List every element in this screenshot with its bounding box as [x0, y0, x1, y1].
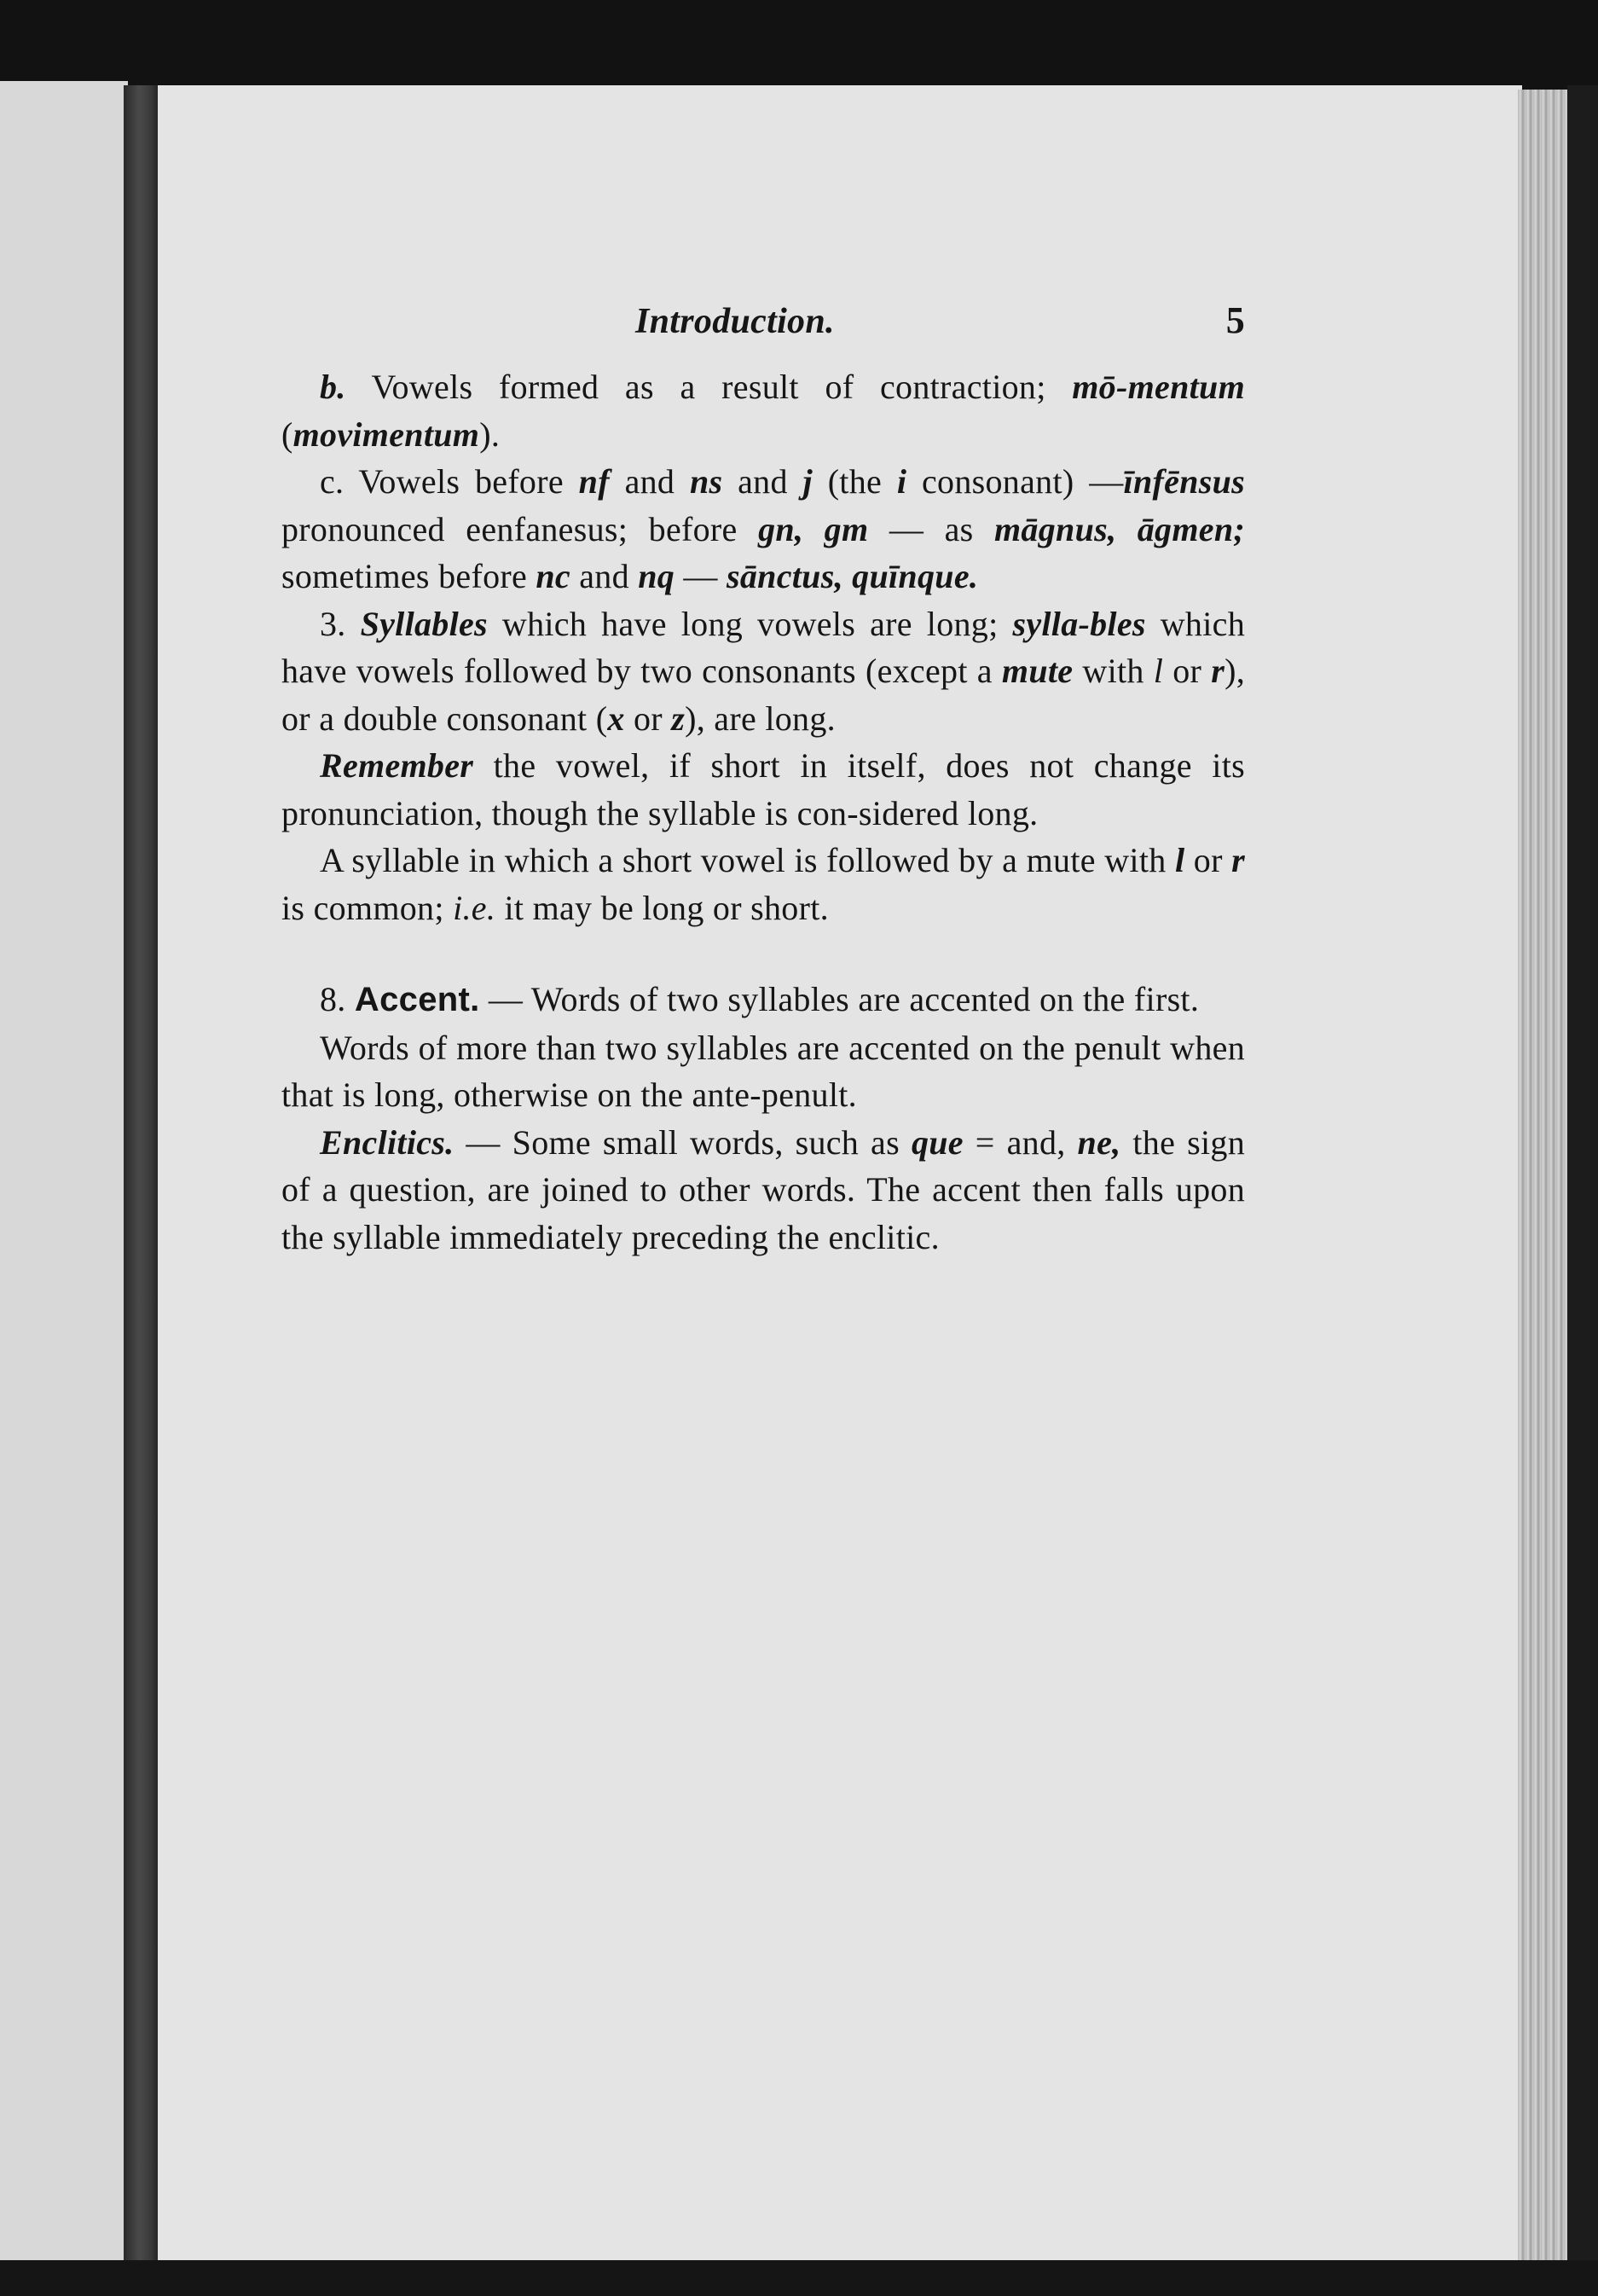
paragraph-accent: 8. Accent. — Words of two syllables are accented on the first.: [320, 980, 1200, 1018]
page-number: 5: [1225, 299, 1245, 341]
page-header: [281, 290, 1245, 358]
scan-right-border: [1567, 85, 1598, 2269]
paragraph-penult: Words of more than two syllables are accented on the penult when that is long, otherwise on the ante-penult.: [281, 1028, 1245, 1114]
section-heading-accent: Accent.: [354, 981, 480, 1018]
running-head: Introduction.: [635, 302, 835, 341]
paragraph-common-syllable: A syllable in which a short vowel is followed by a mute with l or r is common; i.e. it may be long or short.: [281, 841, 1245, 927]
paragraph-remember: Remember the vowel, if short in itself, does not change its pronunciation, though the syllable is con-sidered long.: [281, 746, 1245, 832]
paragraph-c: c. Vowels before nf and ns and j (the i consonant) —īnfēnsus pronounced eenfanesus; before gn, gm — as māgnus, āgmen; sometimes before nc and nq — sānctus, quīnque.: [281, 462, 1245, 595]
page-text: [281, 290, 1245, 1261]
paragraph-b: b. Vowels formed as a result of contraction; mō-mentum (movimentum).: [281, 368, 1245, 454]
paragraph-syllables: 3. Syllables which have long vowels are long; sylla-bles which have vowels followed by two consonants (except a mute with l or r), or a double consonant (x or z), are long.: [281, 604, 1245, 738]
paragraph-enclitics: Enclitics. — Some small words, such as que = and, ne, the sign of a question, are joined to other words. The accent then falls upon the syllable immediately preceding the enclitic.: [281, 1122, 1245, 1256]
scan-bottom-border: [0, 2260, 1598, 2296]
book-gutter: [124, 85, 162, 2269]
page-stack-edge: [1518, 90, 1569, 2264]
facing-page-edge: [0, 81, 128, 2260]
